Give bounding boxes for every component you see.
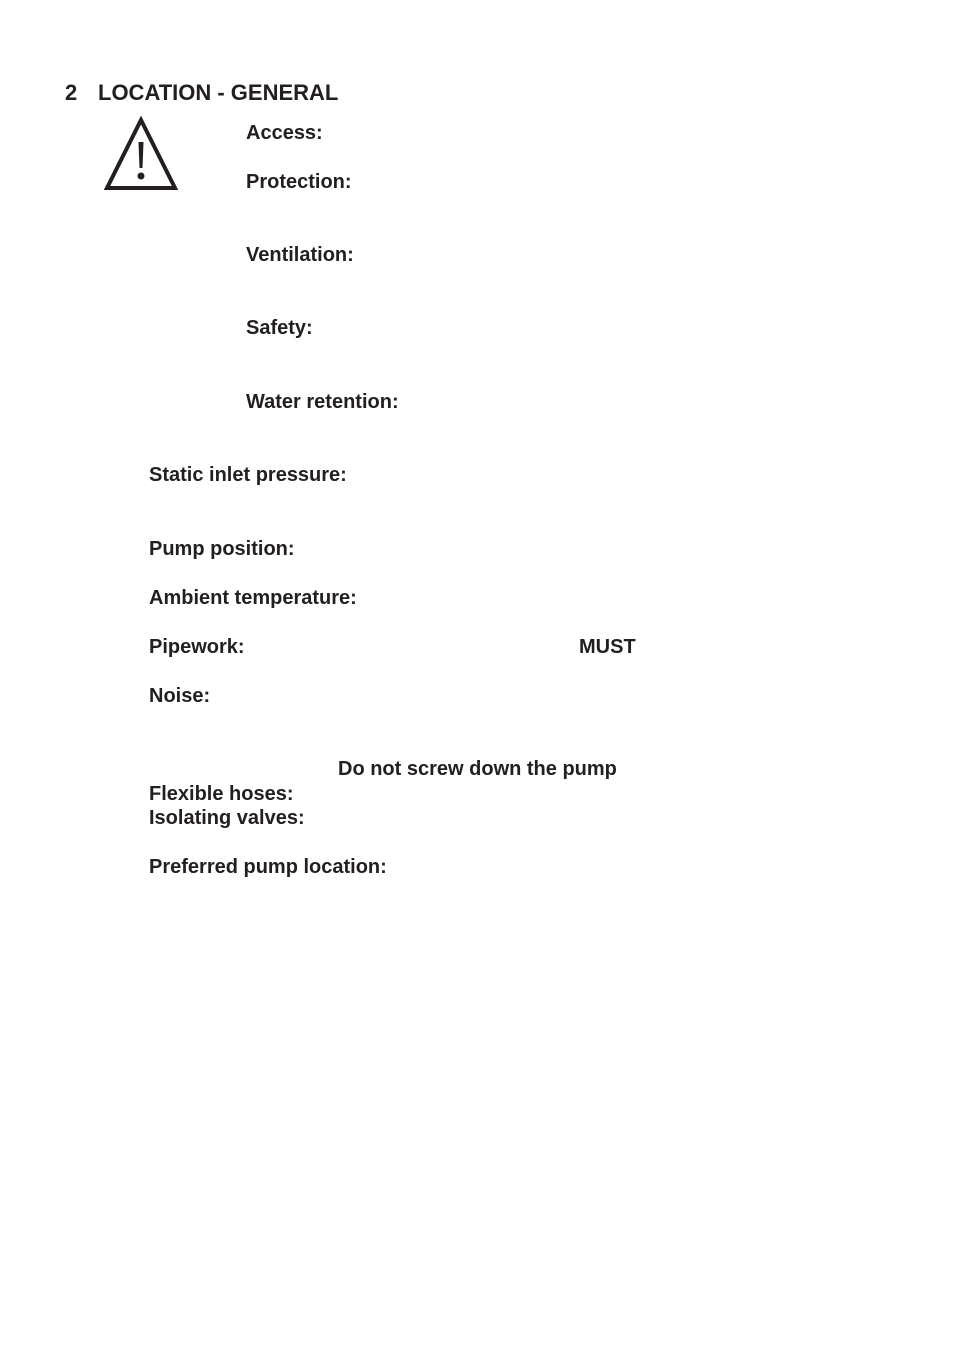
label-flexible-hoses: Flexible hoses: <box>149 783 294 805</box>
label-static-inlet-pressure: Static inlet pressure: <box>149 464 347 486</box>
label-water-retention: Water retention: <box>246 391 399 413</box>
label-pump-position: Pump position: <box>149 538 295 560</box>
warning-triangle-icon <box>103 116 179 192</box>
section-number: 2 <box>65 80 78 105</box>
label-pipework: Pipework: <box>149 636 245 658</box>
pipework-must-emphasis: MUST <box>579 636 636 658</box>
label-ambient-temperature: Ambient temperature: <box>149 587 357 609</box>
label-noise: Noise: <box>149 685 211 707</box>
label-isolating-valves: Isolating valves: <box>149 807 305 829</box>
label-safety: Safety: <box>246 317 313 339</box>
label-preferred-pump-location: Preferred pump location: <box>149 856 387 878</box>
label-protection: Protection: <box>246 171 352 193</box>
section-title: LOCATION - GENERAL <box>98 80 339 105</box>
screw-down-note: Do not screw down the pump <box>338 758 617 780</box>
label-ventilation: Ventilation: <box>246 244 354 266</box>
label-access: Access: <box>246 122 323 144</box>
section-heading <box>65 80 338 106</box>
